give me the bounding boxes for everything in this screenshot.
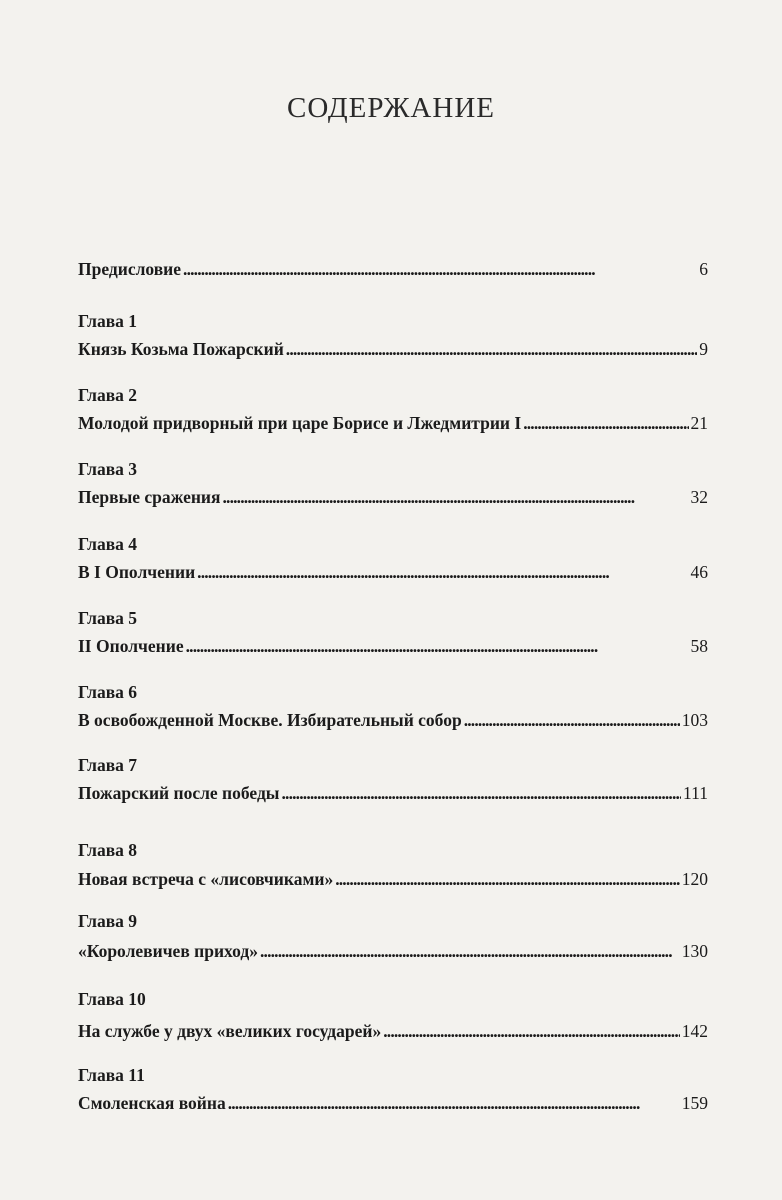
- toc-entry-chapter-11: [78, 1064, 708, 1114]
- toc-line: [78, 338, 708, 360]
- toc-page-number: 46: [690, 562, 708, 582]
- toc-entry-title: В I Ополчении: [78, 562, 196, 582]
- toc-page-number: 58: [690, 636, 708, 656]
- toc-entry-chapter-10: [78, 988, 708, 1042]
- toc-entry-title: Первые сражения: [78, 487, 221, 507]
- toc-entry-chapter-4: [78, 533, 708, 583]
- dot-leader: [281, 782, 681, 804]
- page-title: СОДЕРЖАНИЕ: [287, 92, 495, 124]
- toc-chapter-label: Глава 1: [78, 311, 138, 331]
- dot-leader: [464, 709, 680, 731]
- toc-page-number: 142: [681, 1021, 708, 1041]
- dot-leader: [260, 940, 680, 962]
- toc-entry-preface: [78, 258, 708, 280]
- dot-leader: [222, 486, 688, 508]
- toc-chapter-label: Глава 3: [78, 459, 138, 479]
- toc-chapter-label: Глава 5: [78, 608, 138, 628]
- dot-leader: [383, 1020, 680, 1042]
- toc-entry-title: II Ополчение: [78, 636, 184, 656]
- toc-entry-title: Князь Козьма Пожарский: [78, 339, 284, 359]
- toc-line: [78, 561, 708, 583]
- toc-entry-chapter-7: [78, 754, 708, 804]
- toc-line: [78, 709, 708, 731]
- toc-line: [78, 412, 708, 434]
- dot-leader: [228, 1092, 680, 1114]
- toc-line: [78, 635, 708, 657]
- toc-line: [78, 1020, 708, 1042]
- toc-page-number: 9: [699, 339, 708, 359]
- toc-page-number: 120: [681, 869, 708, 889]
- dot-leader: [183, 258, 697, 280]
- toc-chapter-label: Глава 4: [78, 534, 138, 554]
- toc-entry-chapter-6: [78, 681, 708, 731]
- toc-entry-title: Предисловие: [78, 259, 182, 279]
- toc-chapter-label: Глава 9: [78, 911, 138, 931]
- toc-chapter-label: Глава 10: [78, 989, 146, 1009]
- toc-entry-chapter-9: [78, 910, 708, 962]
- dot-leader: [286, 338, 697, 360]
- toc-line: [78, 868, 708, 890]
- toc-line: [78, 486, 708, 508]
- toc-entry-title: В освобожденной Москве. Избирательный собор: [78, 710, 462, 730]
- toc-chapter-label: Глава 2: [78, 385, 138, 405]
- toc-chapter-label: Глава 7: [78, 755, 138, 775]
- toc-entry-title: Новая встреча с «лисовчиками»: [78, 869, 334, 889]
- toc-chapter-label: Глава 6: [78, 682, 138, 702]
- toc-entry-chapter-8: [78, 839, 708, 890]
- toc-page-number: 111: [683, 783, 708, 803]
- dot-leader: [335, 868, 680, 890]
- toc-line: [78, 258, 708, 280]
- toc-entry-title: Смоленская война: [78, 1093, 226, 1113]
- toc-chapter-label: Глава 11: [78, 1065, 145, 1085]
- toc-entry-chapter-3: [78, 458, 708, 508]
- dot-leader: [197, 561, 688, 583]
- toc-line: [78, 1092, 708, 1114]
- toc-entry-title: Пожарский после победы: [78, 783, 280, 803]
- toc-line: [78, 782, 708, 804]
- toc-page-number: 21: [690, 413, 708, 433]
- toc-page-number: 130: [681, 941, 708, 961]
- toc-entry-chapter-1: [78, 310, 708, 360]
- toc-page-number: 103: [681, 710, 708, 730]
- toc-chapter-label: Глава 8: [78, 840, 138, 860]
- toc-page-number: 6: [699, 259, 708, 279]
- toc-page-number: 159: [681, 1093, 708, 1113]
- toc-entry-chapter-2: [78, 384, 708, 434]
- toc-page-number: 32: [690, 487, 708, 507]
- toc-line: [78, 940, 708, 962]
- toc-entry-title: На службе у двух «великих государей»: [78, 1021, 382, 1041]
- dot-leader: [186, 635, 689, 657]
- toc-entry-chapter-5: [78, 607, 708, 657]
- dot-leader: [523, 412, 688, 434]
- toc-entry-title: Молодой придворный при царе Борисе и Лжедмитрии I: [78, 413, 522, 433]
- toc-entry-title: «Королевичев приход»: [78, 941, 258, 961]
